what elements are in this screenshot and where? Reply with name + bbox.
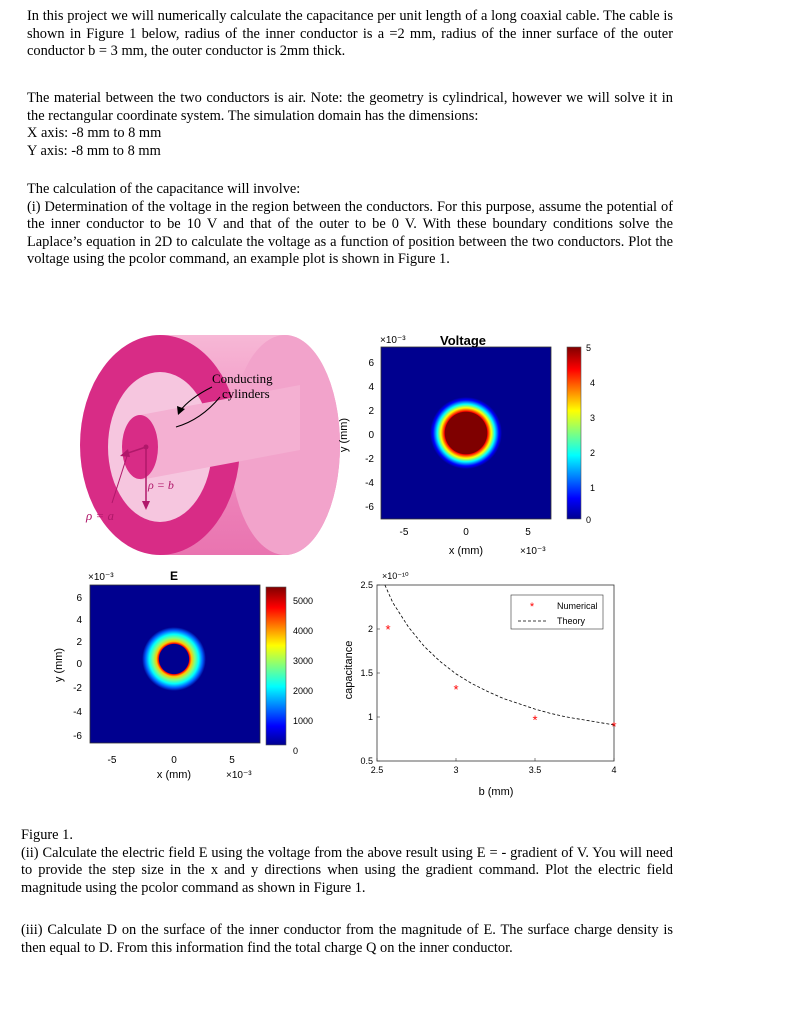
voltage-y-exponent: ×10⁻³ — [380, 335, 406, 346]
voltage-xlabel: x (mm) — [448, 545, 484, 557]
efield-cbar-tick: 5000 — [293, 596, 314, 606]
efield-plot — [53, 569, 313, 781]
voltage-plot — [338, 333, 595, 557]
efield-cbar-tick: 2000 — [293, 686, 314, 696]
capacitance-y-exponent: ×10⁻¹⁰ — [382, 571, 409, 581]
efield-y-ticks — [73, 593, 82, 742]
voltage-ytick: 2 — [368, 406, 374, 417]
y-tick-label: 1 — [367, 712, 373, 722]
efield-xtick: -5 — [107, 755, 117, 766]
intro-text: In this project we will numerically calculate the capacitance per unit length of a long coaxial cable. The cable is shown in Figure 1 below, radius of the inner conductor is a =2 mm, radius of the inner surface of the outer conductor b = 3 mm, the outer conductor is 2mm thick. — [27, 8, 673, 60]
efield-colorbar-ticks — [293, 596, 313, 756]
figure-caption: Figure 1. — [21, 827, 73, 843]
voltage-cbar-tick: 4 — [590, 378, 596, 388]
voltage-colorbar-ticks — [586, 343, 595, 525]
numerical-data-point: * — [532, 712, 538, 728]
rho-b-label: ρ = b — [148, 478, 174, 492]
material-text: The material between the two conductors is air. Note: the geometry is cylindrical, however we will solve it in the rectangular coordinate system. The simulation domain has the dimensions: — [27, 90, 673, 124]
voltage-y-ticks — [365, 358, 374, 513]
voltage-ytick: -6 — [365, 502, 374, 513]
efield-cbar-tick: 1000 — [293, 716, 314, 726]
voltage-xtick: -5 — [399, 527, 409, 538]
step-three-paragraph — [21, 922, 673, 957]
conducting-label: Conducting — [212, 371, 273, 386]
inner-cylinder-face — [122, 415, 158, 479]
legend-theory-label: Theory — [557, 616, 586, 626]
step-two-text: (ii) Calculate the electric field E using the voltage from the above result using E = - gradient of V. You will need to provide the step size in the x and y directions when using the gradient command. Plot the electric field magnitude using the pcolor command as shown in Figure 1. — [21, 844, 673, 896]
cylinders-label: cylinders — [222, 386, 270, 401]
voltage-ytick: 4 — [368, 382, 374, 393]
y-tick-label: 1.5 — [360, 668, 373, 678]
rho-a-label: ρ = a — [86, 508, 115, 523]
step-one-text: (i) Determination of the voltage in the region between the conductors. For this purpose, assume the potential of the inner conductor to be 10 V and that of the outer to be 0 V. With these boundary conditions solve the Laplace’s equation in 2D to calculate the voltage as a function of position between the two conductors. Plot the voltage using the pcolor command, an example plot is shown in Figure 1. — [27, 198, 673, 268]
y-axis-range: Y axis: -8 mm to 8 mm — [27, 142, 161, 159]
x-tick-label: 4 — [611, 765, 617, 775]
numerical-data-point: * — [453, 681, 459, 697]
capacitance-ylabel: capacitance — [343, 640, 355, 700]
efield-heatmap — [119, 604, 229, 714]
voltage-x-ticks — [400, 527, 532, 538]
efield-ytick: 4 — [76, 615, 82, 626]
efield-ytick: -2 — [73, 683, 82, 694]
efield-colorbar — [266, 587, 286, 745]
voltage-ytick: -4 — [365, 478, 374, 489]
efield-cbar-tick: 3000 — [293, 656, 314, 666]
voltage-heatmap — [406, 373, 526, 493]
voltage-ytick: 0 — [368, 430, 374, 441]
voltage-title: Voltage — [440, 333, 486, 348]
efield-title: E — [170, 569, 179, 583]
step-three-text: (iii) Calculate D on the surface of the inner conductor from the magnitude of E. The surface charge density is then equal to D. From this information find the total charge Q on the inner conductor. — [21, 922, 673, 956]
legend-numerical-label: Numerical — [557, 601, 598, 611]
efield-xlabel: x (mm) — [156, 769, 192, 781]
efield-ytick: -6 — [73, 731, 82, 742]
efield-cbar-tick: 0 — [293, 746, 299, 756]
efield-xtick: 0 — [171, 755, 177, 766]
capacitance-legend — [511, 595, 603, 629]
voltage-cbar-tick: 1 — [590, 483, 596, 493]
voltage-ylabel: y (mm) — [338, 417, 350, 453]
x-tick-label: 3 — [453, 765, 459, 775]
figure-1 — [0, 305, 786, 835]
after-figure-paragraph — [21, 827, 673, 897]
material-paragraph — [27, 90, 673, 160]
numerical-data-point: * — [385, 622, 391, 637]
y-tick-label: 2.5 — [360, 580, 373, 590]
efield-ytick: 6 — [76, 593, 82, 604]
coaxial-cable-diagram — [80, 335, 340, 555]
capacitance-plot — [343, 571, 617, 798]
voltage-ytick: -2 — [365, 454, 374, 465]
efield-ytick: 2 — [76, 637, 82, 648]
voltage-cbar-tick: 5 — [586, 343, 592, 353]
efield-y-exponent: ×10⁻³ — [88, 572, 114, 583]
efield-x-exponent: ×10⁻³ — [226, 770, 252, 781]
efield-xtick: 5 — [229, 755, 235, 766]
voltage-colorbar — [567, 347, 581, 519]
x-axis-range: X axis: -8 mm to 8 mm — [27, 125, 162, 142]
voltage-cbar-tick: 0 — [586, 515, 592, 525]
efield-cbar-tick: 4000 — [293, 626, 314, 636]
efield-ylabel: y (mm) — [53, 647, 65, 683]
voltage-xtick: 5 — [525, 527, 531, 538]
calculation-paragraph — [27, 181, 673, 269]
intro-paragraph — [27, 8, 673, 61]
efield-x-ticks — [108, 755, 236, 766]
capacitance-xlabel: b (mm) — [478, 786, 514, 798]
voltage-cbar-tick: 2 — [590, 448, 596, 458]
calculation-heading: The calculation of the capacitance will involve: — [27, 181, 301, 197]
y-tick-label: 2 — [367, 624, 373, 634]
voltage-cbar-tick: 3 — [590, 413, 596, 423]
numerical-data-point: * — [611, 718, 617, 734]
x-tick-label: 3.5 — [528, 765, 542, 775]
y-tick-label: 0.5 — [360, 756, 373, 766]
voltage-x-exponent: ×10⁻³ — [520, 546, 546, 557]
voltage-xtick: 0 — [463, 527, 469, 538]
efield-ytick: 0 — [76, 659, 82, 670]
x-tick-label: 2.5 — [370, 765, 384, 775]
legend-numerical-marker: * — [529, 601, 535, 613]
efield-ytick: -4 — [73, 707, 82, 718]
voltage-ytick: 6 — [368, 358, 374, 369]
